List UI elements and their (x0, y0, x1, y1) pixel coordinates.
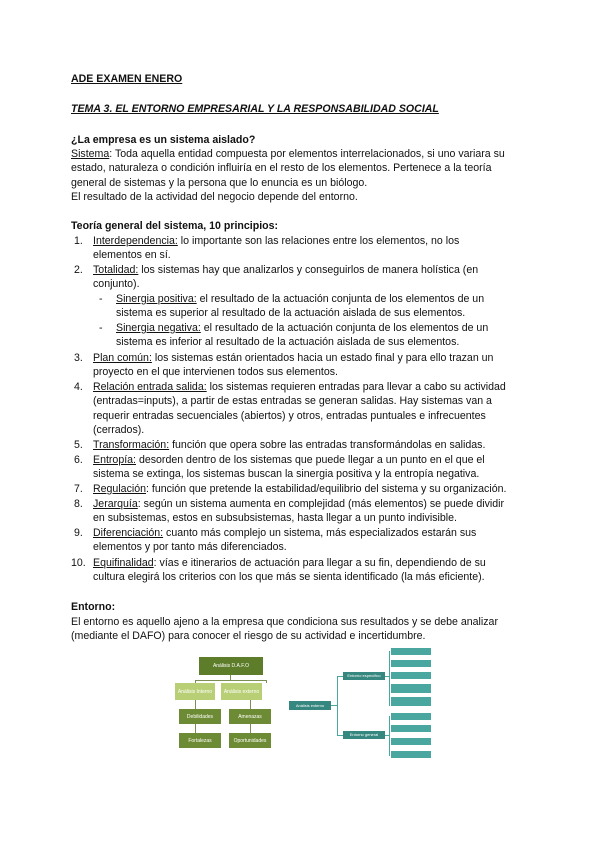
list-item: Jerarquía: según un sistema aumenta en complejidad (más elementos) se puede dividir (93, 498, 505, 510)
tree-leaf (391, 713, 431, 720)
list-item: Diferenciación: cuanto más complejo un sistema, más especializados estarán sus (93, 527, 477, 539)
section1-line: El resultado de la actividad del negocio depende del entorno. (71, 191, 358, 203)
list-number: 7. (74, 483, 83, 495)
list-number: 3. (74, 352, 83, 364)
list-item: Equifinalidad: vías e itinerarios de actuación para llegar a su fin, dependiendo de su (93, 557, 486, 569)
analisis-interno-box: Análisis Interno (175, 683, 215, 700)
section1-line: general de sistemas y la persona que lo enuncia es un biólogo. (71, 177, 368, 189)
sub-item: Sinergia positiva: el resultado de la actuación conjunta de los elementos de un (116, 293, 485, 305)
list-number: 8. (74, 498, 83, 510)
list-item-cont: cultura elegirá los criterios con los que más se sienta identificado (la más eficiente). (93, 571, 485, 583)
list-item: Totalidad: los sistemas hay que analizarlos y conseguirlos de manera holística (en (93, 264, 479, 276)
connector (389, 651, 390, 706)
sub-bullet-dash: - (99, 293, 103, 305)
dafo-root-box: Análisis D.A.F.O (199, 657, 263, 675)
list-number: 5. (74, 439, 83, 451)
section3-line: El entorno es aquello ajeno a la empresa que condiciona sus resultados y se debe analizar (71, 616, 498, 628)
list-item: Entropía: desorden dentro de los sistemas que puede llegar a un punto en el que el (93, 454, 485, 466)
list-item: Plan común: los sistemas están orientados hacia un estado final y para ello trazan un (93, 352, 494, 364)
section3-title: Entorno: (71, 601, 116, 613)
list-item-cont: elementos en sí. (93, 249, 171, 261)
list-item-cont: en subsistemas, estos en subsubsistemas, hasta llegar a un punto indivisible. (93, 512, 457, 524)
sub-bullet-dash: - (99, 322, 103, 334)
section2-title: Teoría general del sistema, 10 principios: (71, 220, 279, 232)
section1-question: ¿La empresa es un sistema aislado? (71, 134, 256, 146)
entorno-especifico-box: Entorno específico (343, 672, 385, 680)
section1-line: estado, naturaleza o condición influiría en el resto de los elementos. Pertenece a la teoría (71, 162, 492, 174)
section1-line: Sistema: Toda aquella entidad compuesta por elementos interrelacionados, si uno variara su (71, 148, 505, 160)
tree-leaf (391, 697, 431, 706)
list-item-cont: (cerrados). (93, 424, 145, 436)
connector (389, 716, 390, 756)
list-item-cont: conjunto). (93, 278, 140, 290)
list-item-cont: proyecto en el que intervienen todos sus elementos. (93, 366, 338, 378)
list-number: 1. (74, 235, 83, 247)
doc-title: ADE EXAMEN ENERO (71, 73, 183, 85)
list-item: Transformación: función que opera sobre las entradas transformándolas en salidas. (93, 439, 486, 451)
connector (195, 680, 267, 681)
sistema-term: Sistema (71, 148, 110, 160)
tree-leaf (391, 672, 431, 679)
sub-item: Sinergia negativa: el resultado de la actuación conjunta de los elementos de un (116, 322, 489, 334)
list-item-cont: sistema se extinga, los sistemas buscan la sinergia positiva y la entropía negativa. (93, 468, 480, 480)
tema-heading: TEMA 3. EL ENTORNO EMPRESARIAL Y LA RESPONSABILIDAD SOCIAL (71, 103, 439, 115)
list-number: 10. (71, 557, 86, 569)
amenazas-box: Amenazas (229, 709, 271, 724)
list-number: 6. (74, 454, 83, 466)
list-number: 9. (74, 527, 83, 539)
tree-leaf (391, 684, 431, 693)
list-item-cont: elementos y por tanto más diferenciados. (93, 541, 287, 553)
connector (266, 680, 267, 683)
section3-line: (mediante el DAFO) para conocer el riesgo de su actividad e incertidumbre. (71, 630, 426, 642)
list-item: Interdependencia: lo importante son las relaciones entre los elementos, no los (93, 235, 460, 247)
analisis-externo-box: Análisis externo (221, 683, 262, 700)
oportunidades-box: Oportunidades (229, 733, 271, 748)
list-item: Regulación: función que pretende la estabilidad/equilibrio del sistema y su organización. (93, 483, 507, 495)
list-item: Relación entrada salida: los sistemas requieren entradas para llevar a cabo su actividad (93, 381, 506, 393)
entorno-general-box: Entorno general (343, 731, 385, 739)
connector (337, 676, 338, 736)
tree-leaf (391, 660, 431, 667)
tree-leaf (391, 751, 431, 758)
tree-leaf (391, 738, 431, 745)
tree-root-box: Análisis externo (289, 701, 331, 710)
list-item-cont: requerir entradas secuenciales (abiertos) y otros, entradas puntuales e infrecuentes (93, 410, 486, 422)
sub-item-cont: sistema es inferior al resultado de la actuación aislada de sus elementos. (116, 336, 460, 348)
debilidades-box: Debilidades (179, 709, 221, 724)
list-number: 2. (74, 264, 83, 276)
list-number: 4. (74, 381, 83, 393)
tree-leaf (391, 725, 431, 732)
fortalezas-box: Fortalezas (179, 733, 221, 748)
list-item-cont: (entradas=inputs), a partir de estas entradas se generan salidas. Hay sistemas van a (93, 395, 492, 407)
tree-leaf (391, 648, 431, 655)
sub-item-cont: sistema es superior al resultado de la actuación aislada de sus elementos. (116, 307, 466, 319)
